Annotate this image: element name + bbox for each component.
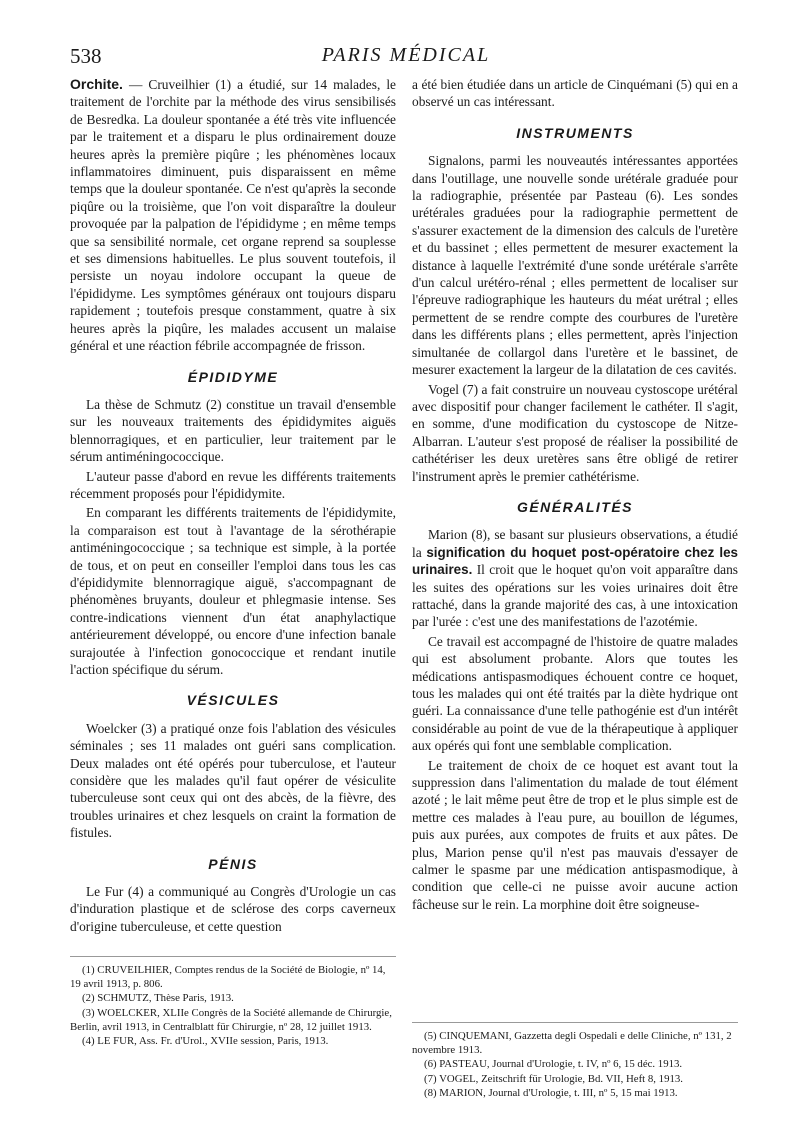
left-column (70, 76, 396, 937)
section-heading-generalites: GÉNÉRALITÉS (516, 498, 634, 515)
penis-continuation: a été bien étudiée dans un article de Cinquémani (5) qui en a observé un cas intéressant. (412, 77, 738, 110)
section-heading-instruments: INSTRUMENTS (516, 124, 634, 141)
penis-paragraph-1: Le Fur (4) a communiqué au Congrès d'Urologie un cas d'induration plastique et de sclérose des corps caverneux d'origine tuberculeuse, et cette question (70, 884, 396, 934)
generalites-paragraph-3: Le traitement de choix de ce hoquet est avant tout la suppression dans l'alimentation du malade de tout élément azoté ; le lait même peut être de trop et le plus simple est de mettre ces malades à l'eau pure, au bouillon de légumes, puis aux purées, aux compotes de fruits et aux pâtes. De plus, Marion pense qu'il n'est pas mauvais d'essayer de calmer le spasme par une médication antispasmodique, à condition que celle-ci ne puisse avoir aucune action fâcheuse sur le rein. La morphine doit être soigneuse- (412, 757, 738, 912)
section-heading-epididyme: ÉPIDIDYME (187, 368, 279, 385)
footnote-5: (5) CINQUEMANI, Gazzetta degli Ospedali e delle Cliniche, nº 131, 2 novembre 1913. (412, 1030, 732, 1057)
footnote-1: (1) CRUVEILHIER, Comptes rendus de la Société de Biologie, nº 14, 19 avril 1913, p. 806. (70, 964, 386, 991)
footnote-6: (6) PASTEAU, Journal d'Urologie, t. IV, nº 6, 15 déc. 1913. (424, 1058, 683, 1071)
instruments-paragraph-2: Vogel (7) a fait construire un nouveau cystoscope urétéral avec dispositif pour changer facilement le cathéter. Il s'agit, en somme, d'une modification du cystoscope de Nitze-Albarran. L'auteur s'est proposé de réaliser la possibilité de cathétériser les deux uretères sans être obligé de retirer l'instrument après le premier cathétérisme. (412, 381, 738, 484)
right-column (412, 76, 738, 915)
orchite-lead: Orchite. (70, 76, 123, 92)
section-heading-penis: PÉNIS (208, 855, 258, 872)
epididyme-paragraph-3: En comparant les différents traitements de l'épididymite, la comparaison est tout à l'avantage de la sérothérapie antiméningococcique ; sa technique est simple, à la portée de tous, et on peut en conseiller l'emploi dans tous les cas d'épididymite blennorragique aiguë, s'accompagnant de phénomènes bruyants, douleur et phlegmasie intense. Ses contre-indications viennent d'un état anaphylactique antérieurement développé, ou encore d'une infection banale surajoutée à l'infection gonococcique et rendant inutile l'action spécifique du sérum. (70, 505, 396, 677)
epididyme-paragraph-1: La thèse de Schmutz (2) constitue un travail d'ensemble sur les nouveaux traitements des épididymites aiguës blennorragiques, et en particulier, leur traitement par le sérum antiméningococcique. (70, 396, 396, 465)
generalites-p1-start: Marion (8), se basant sur plusieurs observations, a étudié la (412, 527, 738, 560)
vesicules-paragraph-1: Woelcker (3) a pratiqué onze fois l'ablation des vésicules séminales ; ses 11 malades ont guéri sans complication. Deux malades ont été opérés pour tuberculose, et l'auteur considère que les malades qu'il faut opérer de vésiculite tuberculeuse sont ceux qui ont des abcès, de la fièvre, des troubles urinaires et chez lesquels on craint la formation de fistules. (70, 720, 396, 841)
page-number: 538 (70, 44, 102, 68)
left-footnotes (70, 956, 396, 1048)
generalites-paragraph-2: Ce travail est accompagné de l'histoire de quatre malades qui est absolument probante. Alors que toutes les médications antispasmodiques échouent contre ce hoquet, tous les malades qui ont été traités par la diète hydrique ont guéri. La connaissance d'une telle pathogénie est d'un intérêt considérable au point de vue de la thérapeutique à appliquer aux opérés qui font une semblable complication. (412, 633, 738, 754)
footnote-8: (8) MARION, Journal d'Urologie, t. III, nº 5, 15 mai 1913. (424, 1086, 678, 1099)
page-header (70, 44, 742, 70)
epididyme-paragraph-2: L'auteur passe d'abord en revue les différents traitements récemment proposés pour l'épididymite. (70, 468, 396, 501)
generalites-p1-bold: signification du hoquet post-opératoire chez les urinaires. (412, 544, 738, 578)
footnote-4: (4) LE FUR, Ass. Fr. d'Urol., XVIIe session, Paris, 1913. (82, 1035, 329, 1048)
footnote-7: (7) VOGEL, Zeitschrift für Urologie, Bd. VII, Heft 8, 1913. (424, 1072, 683, 1085)
generalites-paragraph-1 (412, 526, 738, 630)
orchite-paragraph (70, 76, 396, 355)
section-heading-vesicules: VÉSICULES (186, 692, 280, 709)
running-title: PARIS MÉDICAL (321, 44, 491, 66)
right-footnotes (412, 1022, 738, 1100)
footnote-2: (2) SCHMUTZ, Thèse Paris, 1913. (82, 992, 234, 1005)
generalites-p1-end: Il croit que le hoquet qu'on voit apparaître dans les suites des opérations sur les voies urinaires doit être rattaché, dans la grande majorité des cas, à une intoxication par l'urée : c'est une des manifestations de l'azotémie. (412, 562, 738, 630)
instruments-paragraph-1: Signalons, parmi les nouveautés intéressantes apportées dans l'outillage, une nouvelle sonde urétérale graduée pour la radiographie, présentée par Pasteau (6). Les sondes urétérales graduées pour la radiographie permettent de s'assurer exactement de la dimension des calculs de l'uretère et du bassinet ; elles permettent de mesurer exactement la distance à laquelle l'extrémité d'une sonde urétérale s'arrête d'un calcul urétéro-rénal ; elles permettent de localiser sur l'épreuve radiographique les hauteurs du méat urétral ; elles permettent de se rendre compte des courbures de l'uretère dans les différents plans ; elles permettent, après l'injection simultanée de collargol dans l'uretère et le bassinet, de mesurer exactement la largeur de la dilatation de ces cavités. (412, 153, 738, 378)
orchite-text: — Cruveilhier (1) a étudié, sur 14 malades, le traitement de l'orchite par la méthode des virus sensibilisés de Besredka. La douleur spontanée a été très vite influencée par le traitement et a disparu le plus ordinairement douze heures après la première piqûre ; les phénomènes locaux inflammatoires diminuent, puis disparaissent en même temps que la douleur spontanée. Ce n'est qu'après la seconde piqûre ou la troisième, que l'on voit disparaître la douleur provoquée par la palpation de l'épididyme ; en même temps que sa sensibilité normale, cet organe reprend sa souplesse et ses dimensions habituelles. Le plus souvent toutefois, il persiste un noyau indolore occupant la queue de l'épididyme. Les symptômes généraux ont toujours disparu rapidement ; toutefois presque constamment, quatre à six heures après la piqûre, les malades accusent un malaise général et une réaction fébrile accompagnée de frisson. (70, 77, 396, 354)
footnote-3: (3) WOELCKER, XLIIe Congrès de la Société allemande de Chirurgie, Berlin, avril 1913, in Centralblatt für Chirurgie, nº 28, 12 juillet 1913. (70, 1006, 392, 1033)
